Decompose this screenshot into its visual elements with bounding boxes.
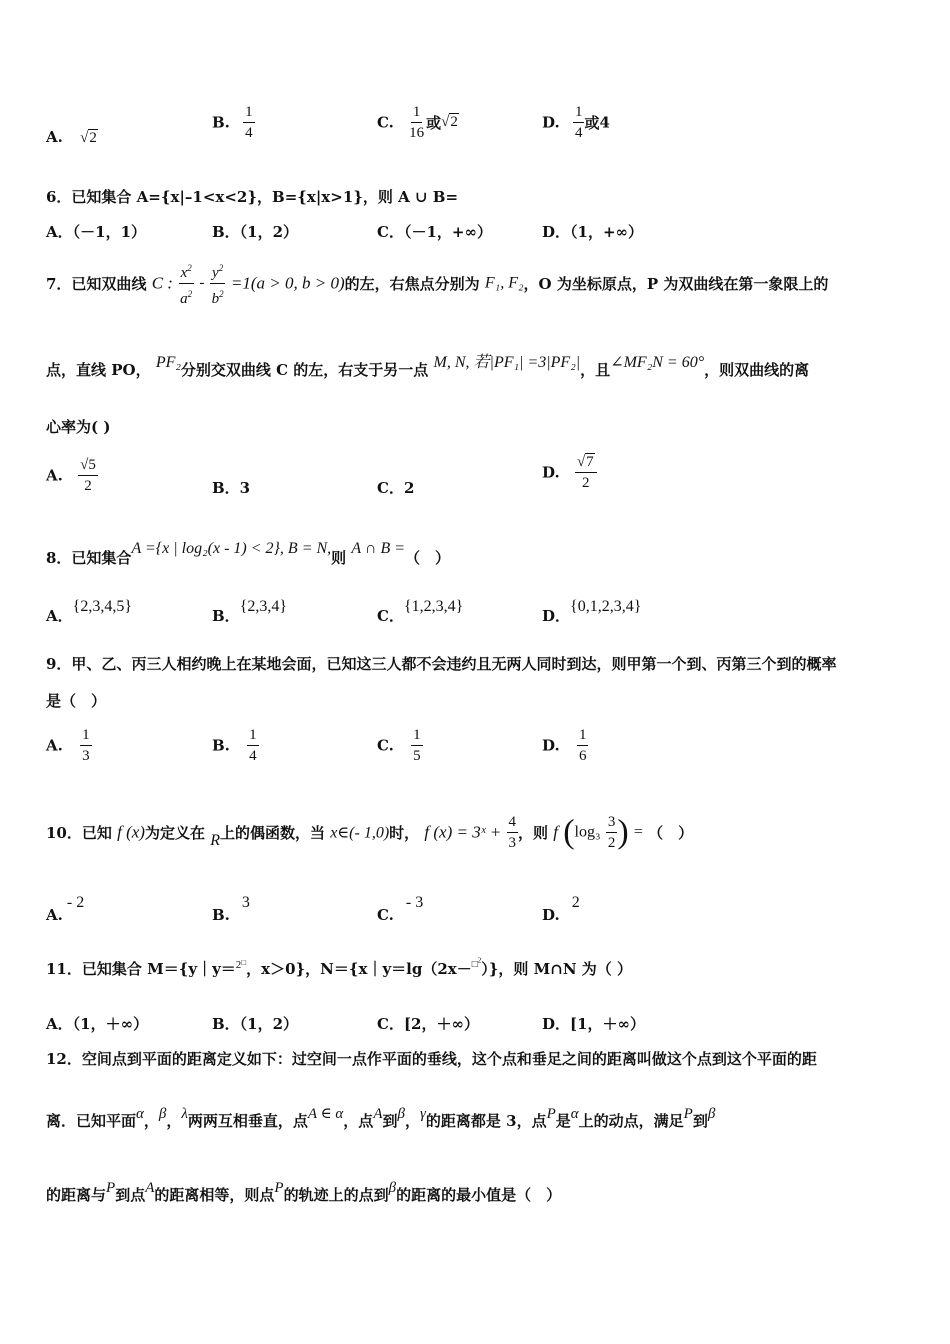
fraction: $\frac{y^2}{b^2}$: [210, 258, 226, 309]
sqrt-expression: √2: [80, 130, 97, 146]
q10-option-c[interactable]: C.- 3: [377, 894, 424, 924]
q7-option-c[interactable]: C．2: [377, 479, 415, 497]
q7-line-3: 心率为( ): [46, 418, 111, 436]
fraction: $\frac{x^2}{a^2}$: [178, 258, 194, 309]
q5-option-b[interactable]: [212, 102, 255, 143]
missing-glyph-icon: □2: [471, 956, 482, 970]
option-label: C.: [377, 113, 394, 132]
q9-option-b[interactable]: B. $\frac{1}{4}$: [212, 727, 257, 764]
q12-line-2: 离．已知平面α，β，λ两两互相垂直，点A ∈ α，点A到β，γ的距离都是 3，点P是α上的动点，满足P到β: [46, 1106, 716, 1130]
q10-stem: 10．已知 f (x)为定义在 R上的偶函数，当 x∈(- 1,0)时， f (x) = 3ˣ + $\frac{4}{3}$ ，则 f (log₃ $\frac{3}{2}$ ) = （ ）: [46, 813, 694, 851]
q11-option-a[interactable]: A．（1，＋∞）: [46, 1015, 149, 1033]
option-label: B.: [212, 113, 230, 132]
fraction: $\frac{1}{4}$: [245, 104, 253, 141]
q12-line-3: 的距离与P到点A的距离相等，则点P的轨迹上的点到β的距离的最小值是（ ）: [46, 1180, 562, 1204]
fraction: $\frac{1}{16}$: [409, 104, 425, 141]
q11-option-b[interactable]: B．（1，2）: [212, 1015, 299, 1033]
q6-stem: 6．已知集合 A={x|–1<x<2}，B={x|x>1}，则 A ∪ B=: [46, 188, 459, 206]
q10-option-a[interactable]: A.- 2: [46, 894, 85, 924]
option-label: D.: [542, 113, 560, 132]
q7-line-2: 点，直线 PO， PF₂分别交双曲线 C 的左，右支于另一点 M, N, 若|PF₁| =3|PF₂|，且∠MF₂N = 60°，则双曲线的离: [46, 354, 810, 379]
q5-option-d[interactable]: D. $\frac{1}{4}$ 或4: [542, 104, 610, 141]
q9-option-a[interactable]: A. $\frac{1}{3}$: [46, 727, 90, 764]
q11-option-d[interactable]: D．[1，＋∞）: [542, 1015, 646, 1033]
q9-option-d[interactable]: D. $\frac{1}{6}$: [542, 727, 587, 764]
q9-line-2: 是（ ）: [46, 692, 107, 710]
fraction: $\frac{1}{4}$: [574, 104, 583, 141]
q6-option-b[interactable]: B．（1，2）: [212, 223, 299, 241]
q7-option-a[interactable]: A. $\frac{√5}{2}$: [46, 457, 96, 494]
fraction: $\frac{√7}{2}$: [575, 452, 597, 493]
fraction: $\frac{√5}{2}$: [80, 457, 96, 494]
fraction: $\frac{3}{2}$: [607, 814, 616, 851]
option-label: A.: [46, 128, 63, 146]
fraction: $\frac{1}{6}$: [578, 727, 587, 764]
q11-option-c[interactable]: C．[2，＋∞）: [377, 1015, 479, 1033]
q6-option-d[interactable]: D．（1，+∞）: [542, 223, 644, 241]
q8-option-b[interactable]: B．{2,3,4}: [212, 598, 288, 625]
q9-option-c[interactable]: C. $\frac{1}{5}$: [377, 727, 421, 764]
fraction: $\frac{4}{3}$: [508, 814, 516, 851]
fraction: $\frac{1}{4}$: [249, 727, 257, 764]
q10-option-d[interactable]: D.2: [542, 894, 580, 924]
q8-option-a[interactable]: A．{2,3,4,5}: [46, 598, 132, 625]
missing-glyph-icon: □: [241, 958, 247, 967]
q8-option-c[interactable]: C．{1,2,3,4}: [377, 598, 464, 625]
q12-line-1: 12．空间点到平面的距离定义如下：过空间一点作平面的垂线，这个点和垂足之间的距离叫做这个点到这个平面的距: [46, 1050, 817, 1068]
q5-option-a[interactable]: [46, 128, 98, 147]
q6-option-c[interactable]: C．（－1，+∞）: [377, 223, 492, 241]
q7-option-b[interactable]: B．3: [212, 479, 251, 497]
fraction: $\frac{1}{3}$: [82, 727, 90, 764]
q6-option-a[interactable]: A．（－1，1）: [46, 223, 147, 241]
q8-stem: 8．已知集合A ={x | log₂(x - 1) < 2}, B = N,则 A ∩ B =（ ）: [46, 540, 451, 567]
q11-stem: 11．已知集合 M＝{y｜y＝$^{2□}$，x＞0}，N＝{x｜y＝lg（2x－$^{□^2}$）}，则 M∩N 为（ ）: [46, 956, 632, 978]
q7-line-1: 7．已知双曲线 C : $\frac{x^2}{a^2}$ - $\frac{y^2}{b^2}$ =1(a > 0, b > 0)的左，右焦点分别为 F₁, F₂，O 为坐标原点，P 为双曲线在第一象限上的: [46, 258, 828, 309]
q5-option-c[interactable]: C. $\frac{1}{16}$ 或√2: [377, 104, 458, 141]
fraction: $\frac{1}{5}$: [413, 727, 421, 764]
q10-option-b[interactable]: B.3: [212, 894, 250, 924]
q8-option-d[interactable]: D．{0,1,2,3,4}: [542, 598, 642, 625]
q9-line-1: 9．甲、乙、丙三人相约晚上在某地会面，已知这三人都不会违约且无两人同时到达，则甲第一个到、丙第三个到的概率: [46, 655, 837, 673]
sqrt-expression: √2: [441, 114, 458, 130]
q7-option-d[interactable]: D. $\frac{√7}{2}$: [542, 452, 597, 493]
